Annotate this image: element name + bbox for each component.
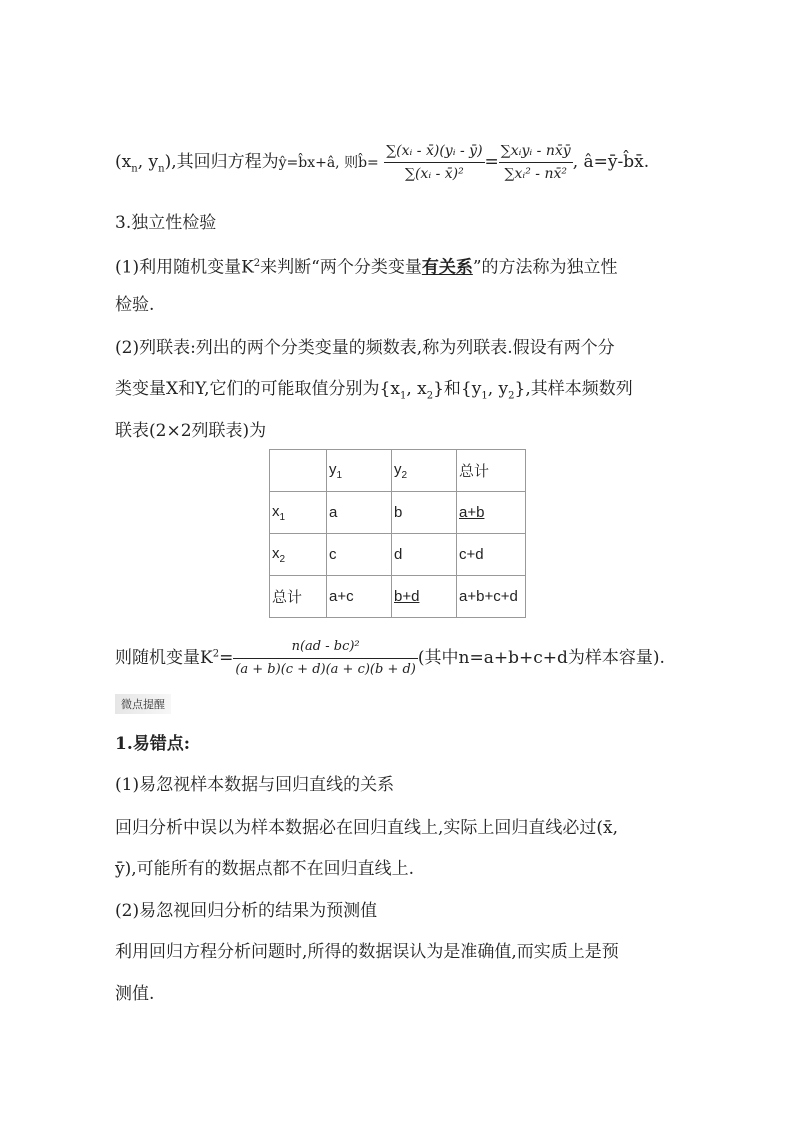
table-cell (270, 534, 327, 576)
table-cell: c+d (457, 534, 526, 576)
table-cell: b+d (392, 576, 457, 618)
sup: 2 (212, 648, 220, 660)
sub: 1 (279, 511, 286, 523)
paragraph: 检验. (115, 295, 155, 315)
contingency-table (269, 449, 526, 618)
frac-denominator: (a + b)(c + d)(a + c)(b + d) (235, 662, 416, 677)
table-cell: a+c (327, 576, 392, 618)
sub: 1 (336, 469, 343, 481)
table-cell: 总计 (457, 450, 526, 492)
slope-formula-2 (499, 140, 573, 185)
tip-title: (1)易忽视样本数据与回归直线的关系 (115, 775, 395, 795)
frac-denominator: ∑xᵢ² - nx̄² (504, 166, 567, 182)
table-cell: a+b+c+d (457, 576, 526, 618)
text: 类变量X和Y,它们的可能取值分别为{x (115, 379, 400, 399)
paragraph: 利用回归方程分析问题时,所得的数据误认为是准确值,而实质上是预 (115, 942, 619, 962)
paragraph: 测值. (115, 984, 155, 1004)
table-cell (327, 450, 392, 492)
k2-formula-line (115, 636, 665, 681)
tip-title: (2)易忽视回归分析的结果为预测值 (115, 901, 378, 921)
table-row (270, 450, 526, 492)
table-cell: a+b (457, 492, 526, 534)
cell-text: x (272, 544, 280, 562)
regression-equation: ŷ=b̂x+â, 则b̂= (278, 155, 379, 171)
text: , y (487, 379, 509, 399)
regression-line: ($x_n$, $y_n$),其回归方程为ŷ=b̂x+â, 则b̂= $\frac{\text{∑(xᵢ - x̄)(yᵢ - ȳ)}}{\text{∑(xᵢ - x̄)²}}$ = $\frac{\text{∑xᵢyᵢ - nx̄ȳ}}{\text{∑xᵢ² - nx̄²}}$ , â=ȳ-b̂x̄. (115, 140, 649, 185)
text: ”的方法称为独立性 (472, 257, 618, 278)
sub: n (158, 163, 165, 175)
tip-badge: 微点提醒 (115, 694, 171, 714)
cell-text: x (272, 502, 280, 520)
text: 则随机变量K (115, 648, 213, 668)
table-row (270, 534, 526, 576)
paragraph (115, 253, 618, 279)
table-cell: a (327, 492, 392, 534)
sub: 1 (481, 390, 488, 402)
table-cell (270, 492, 327, 534)
table-cell (392, 450, 457, 492)
sub: 1 (399, 390, 407, 402)
frac-numerator: ∑(xᵢ - x̄)(yᵢ - ȳ) (384, 140, 484, 163)
emphasis: 有关系 (421, 257, 473, 278)
frac-numerator: n(ad - bc)² (233, 636, 418, 659)
frac-numerator: ∑xᵢyᵢ - nx̄ȳ (499, 140, 573, 163)
paragraph: ȳ),可能所有的数据点都不在回归直线上. (115, 859, 415, 879)
text: , x (406, 379, 427, 399)
frac-denominator: ∑(xᵢ - x̄)² (404, 166, 464, 182)
text: }和{y (433, 379, 482, 399)
sub: n (131, 163, 138, 175)
paragraph (115, 378, 633, 407)
slope-formula-1 (384, 140, 484, 185)
sub: 2 (279, 553, 286, 565)
table-cell (270, 450, 327, 492)
k2-fraction (233, 636, 418, 681)
text: = (219, 648, 234, 668)
sub: 2 (508, 390, 515, 402)
text: , y (137, 152, 159, 172)
table-row (270, 492, 526, 534)
table-cell: 总计 (270, 576, 327, 618)
cell-text: y (329, 460, 337, 478)
cell-text: y (394, 460, 402, 478)
text: (其中n=a+b+c+d为样本容量). (417, 648, 665, 668)
text: (x (115, 152, 132, 172)
text: },其样本频数列 (514, 379, 633, 399)
table-cell: b (392, 492, 457, 534)
paragraph: 联表(2×2列联表)为 (115, 421, 267, 441)
sub: 2 (401, 469, 408, 481)
section-title: 3.独立性检验 (115, 213, 217, 233)
intercept-formula: , â=ȳ-b̂x̄. (572, 152, 650, 172)
text: 来判断“两个分类变量 (260, 257, 422, 278)
sup: 2 (253, 258, 261, 269)
paragraph: (2)列联表:列出的两个分类变量的频数表,称为列联表.假设有两个分 (115, 338, 615, 358)
paragraph: 回归分析中误以为样本数据必在回归直线上,实际上回归直线必过(x̄, (115, 818, 619, 838)
tips-heading: 1.易错点: (115, 734, 191, 754)
table-cell: d (392, 534, 457, 576)
table-cell: c (327, 534, 392, 576)
text: ),其回归方程为 (164, 152, 279, 172)
table-row (270, 576, 526, 618)
sub: 2 (426, 390, 434, 402)
text: (1)利用随机变量K (115, 257, 254, 278)
